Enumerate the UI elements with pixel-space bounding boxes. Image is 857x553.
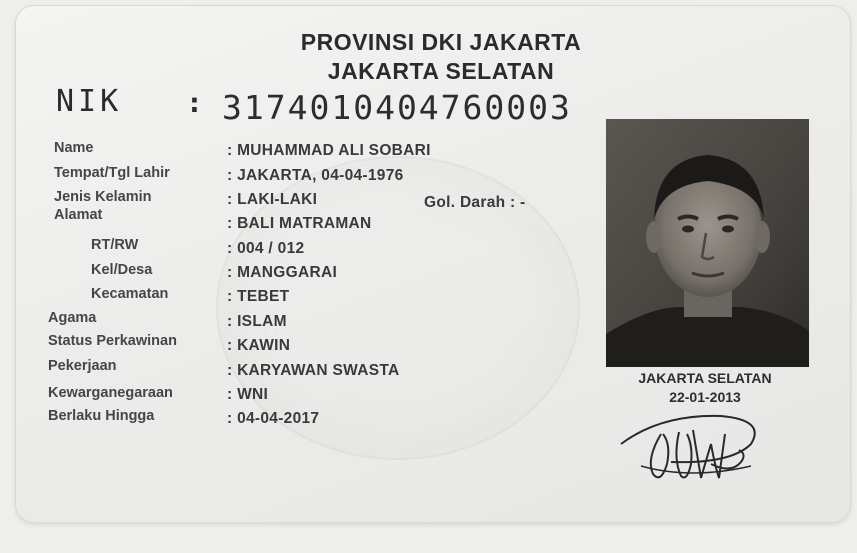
value-birth: : JAKARTA, 04-04-1976 bbox=[227, 167, 404, 184]
value-rtrw: : 004 / 012 bbox=[227, 240, 305, 257]
value-religion: : ISLAM bbox=[227, 313, 287, 330]
value-valid-until: : 04-04-2017 bbox=[227, 410, 320, 427]
portrait-illustration bbox=[606, 119, 809, 367]
signature bbox=[601, 404, 776, 494]
nik-value: 3174010404760003 bbox=[222, 88, 572, 127]
label-village: Kel/Desa bbox=[91, 262, 153, 278]
value-occupation: : KARYAWAN SWASTA bbox=[227, 362, 400, 379]
value-name: : MUHAMMAD ALI SOBARI bbox=[227, 142, 431, 159]
card-header bbox=[231, 28, 651, 86]
id-card bbox=[16, 6, 850, 522]
value-gender: : LAKI-LAKI bbox=[227, 191, 318, 208]
value-district: : TEBET bbox=[227, 288, 290, 305]
nik-label: NIK bbox=[56, 84, 123, 119]
label-birth: Tempat/Tgl Lahir bbox=[54, 165, 170, 181]
blood-type: Gol. Darah : - bbox=[424, 194, 526, 211]
label-name: Name bbox=[54, 140, 94, 156]
value-village: : MANGGARAI bbox=[227, 264, 338, 281]
label-nationality: Kewarganegaraan bbox=[48, 385, 173, 401]
label-district: Kecamatan bbox=[91, 286, 169, 302]
province-title: PROVINSI DKI JAKARTA bbox=[300, 29, 582, 55]
label-occupation: Pekerjaan bbox=[48, 358, 117, 374]
value-address: : BALI MATRAMAN bbox=[227, 215, 372, 232]
issue-place: JAKARTA SELATAN bbox=[638, 370, 772, 386]
issue-date: 22-01-2013 bbox=[669, 389, 741, 405]
value-nationality: : WNI bbox=[227, 386, 269, 403]
portrait-photo bbox=[606, 119, 809, 367]
nik-separator: : bbox=[186, 86, 203, 119]
label-religion: Agama bbox=[48, 310, 97, 326]
label-address: Alamat bbox=[54, 207, 103, 223]
value-marital: : KAWIN bbox=[227, 337, 291, 354]
city-title: JAKARTA SELATAN bbox=[327, 58, 555, 84]
label-gender: Jenis Kelamin bbox=[54, 189, 152, 205]
label-marital: Status Perkawinan bbox=[48, 333, 177, 349]
label-valid-until: Berlaku Hingga bbox=[48, 408, 155, 424]
label-rtrw: RT/RW bbox=[91, 237, 139, 253]
